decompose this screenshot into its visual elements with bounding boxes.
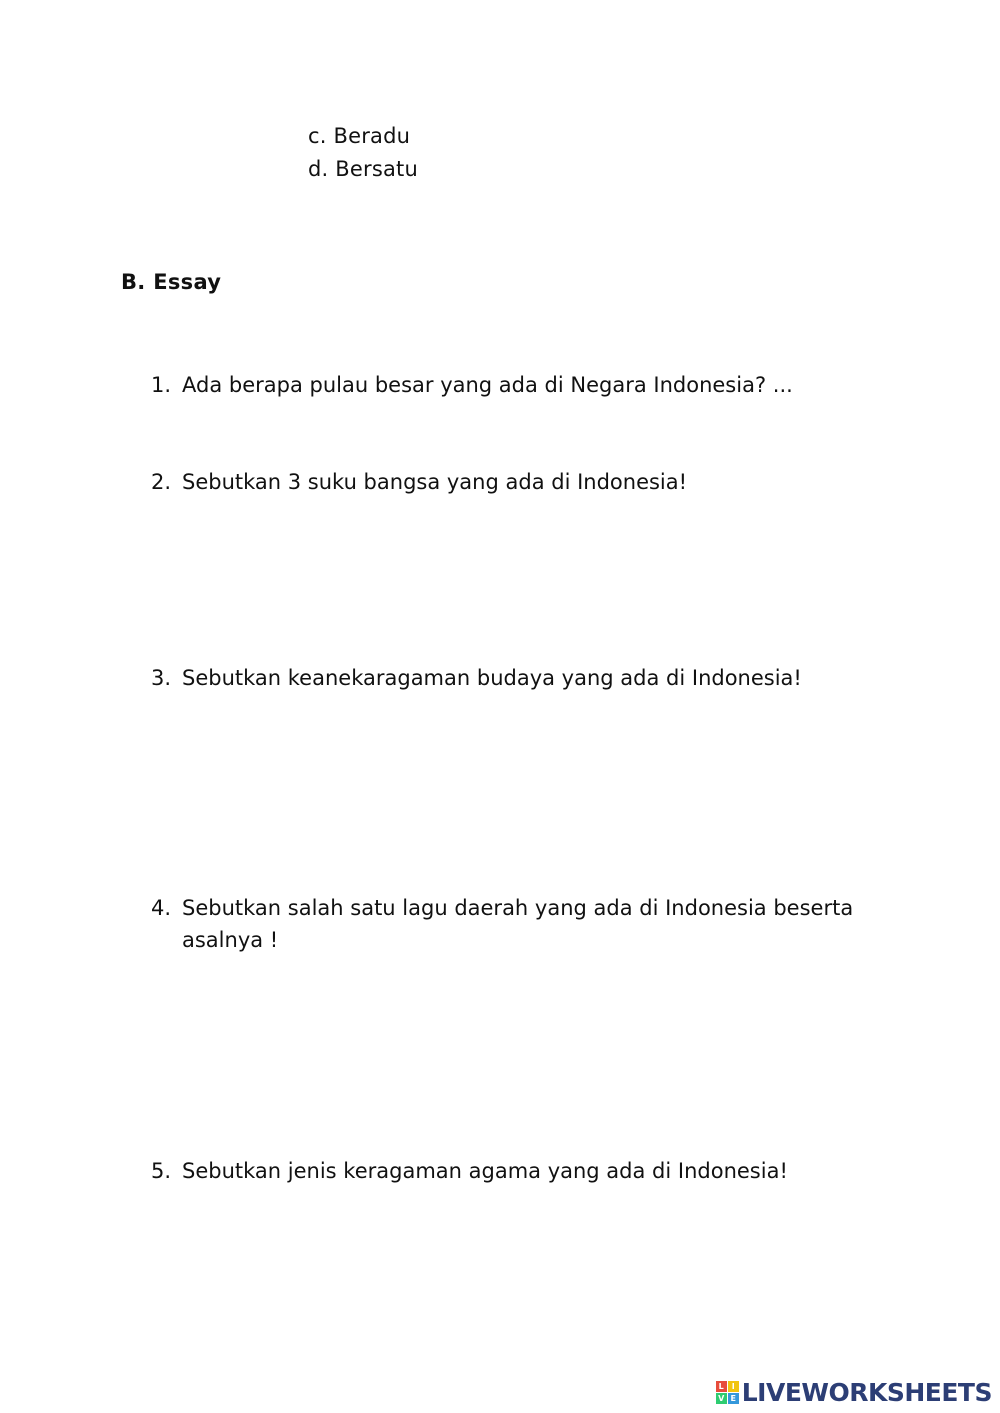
question-text: Sebutkan salah satu lagu daerah yang ada di Indonesia beserta asalnya ! bbox=[182, 896, 854, 952]
question-text: Sebutkan jenis keragaman agama yang ada di Indonesia! bbox=[182, 1159, 788, 1183]
liveworksheets-watermark bbox=[716, 1378, 992, 1407]
question-text: Sebutkan 3 suku bangsa yang ada di Indonesia! bbox=[182, 470, 688, 494]
watermark-text: LIVEWORKSHEETS bbox=[741, 1378, 992, 1407]
question-number: 1. bbox=[151, 373, 172, 397]
liveworksheets-logo-icon bbox=[716, 1381, 739, 1404]
question-4 bbox=[151, 892, 891, 956]
logo-tile: E bbox=[728, 1393, 739, 1404]
question-2 bbox=[151, 466, 891, 498]
question-5 bbox=[151, 1155, 891, 1187]
question-1 bbox=[151, 369, 891, 401]
question-3 bbox=[151, 662, 891, 694]
logo-tile: I bbox=[728, 1381, 739, 1392]
section-title: B. Essay bbox=[121, 270, 222, 294]
question-number: 4. bbox=[151, 896, 172, 920]
logo-tile: L bbox=[716, 1381, 727, 1392]
question-number: 2. bbox=[151, 470, 172, 494]
question-number: 3. bbox=[151, 666, 172, 690]
question-text: Ada berapa pulau besar yang ada di Negara Indonesia? ... bbox=[182, 373, 793, 397]
question-text: Sebutkan keanekaragaman budaya yang ada di Indonesia! bbox=[182, 666, 802, 690]
logo-tile: V bbox=[716, 1393, 727, 1404]
question-number: 5. bbox=[151, 1159, 172, 1183]
option-c: c. Beradu bbox=[308, 124, 411, 148]
option-d: d. Bersatu bbox=[308, 157, 418, 181]
